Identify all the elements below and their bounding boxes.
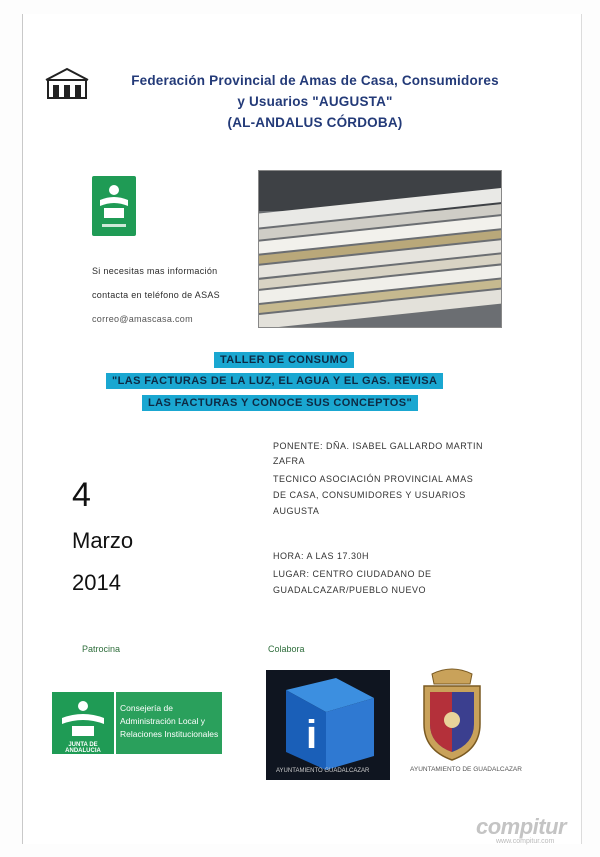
patrocina-label: Patrocina [82,644,121,654]
bills-photo [258,170,502,328]
junta-andalucia-small-logo [92,176,136,236]
speaker-line3: TECNICO ASOCIACIÓN PROVINCIAL AMAS [273,474,474,484]
guad-caption: AYUNTAMIENTO GUADALCAZAR [276,768,370,774]
info-i-icon: i [306,713,318,757]
event-place-line2: GUADALCAZAR/PUEBLO NUEVO [273,585,427,595]
event-place-line1: LUGAR: CENTRO CIUDADANO DE [273,569,432,579]
colabora-label: Colabora [268,644,305,654]
federation-title [100,70,530,133]
junta-emblem-icon [92,176,136,236]
speaker-line4: DE CASA, CONSUMIDORES Y USUARIOS [273,490,466,500]
speaker-line1: PONENTE: DÑA. ISABEL GALLARDO MARTIN [273,441,484,451]
federation-title-line2: y Usuarios "AUGUSTA" [237,94,393,109]
consejeria-line3: Relaciones Institucionales [120,729,219,739]
crest-caption: AYUNTAMIENTO DE GUADALCAZAR [410,766,522,773]
contact-info-line2: contacta en teléfono de ASAS [92,290,220,300]
federation-title-line1: Federación Provincial de Amas de Casa, Consumidores [131,73,499,88]
event-day: 4 [72,476,91,514]
compitur-watermark: compitur [476,814,567,839]
workshop-banner-line2: "LAS FACTURAS DE LA LUZ, EL AGUA Y EL GAS. REVISA [106,373,443,389]
event-month: Marzo [72,528,134,553]
house-logo-icon [42,66,92,100]
contact-info-line1: Si necesitas mas información [92,266,218,276]
consejeria-text [120,702,218,741]
event-time: HORA: A LAS 17.30H [273,551,370,561]
municipal-crest-icon [412,664,492,764]
guadalcazar-info-logo [266,670,390,780]
event-year: 2014 [72,570,121,595]
speaker-line5: AUGUSTA [273,506,320,516]
consejeria-line2: Administración Local y [120,716,206,726]
workshop-banner-line1: TALLER DE CONSUMO [214,352,354,368]
contact-email: correo@amascasa.com [92,314,193,324]
federation-title-line3: (AL-ANDALUS CÓRDOBA) [227,115,403,130]
workshop-banner-line3: LAS FACTURAS Y CONOCE SUS CONCEPTOS" [142,395,418,411]
speaker-line2: ZAFRA [273,456,306,466]
junta-brand-text: JUNTA DE ANDALUCIA [65,742,101,754]
junta-andalucia-logo [52,692,222,754]
compitur-watermark-url: www.compitur.com [496,838,555,845]
consejeria-line1: Consejería de [120,703,173,713]
